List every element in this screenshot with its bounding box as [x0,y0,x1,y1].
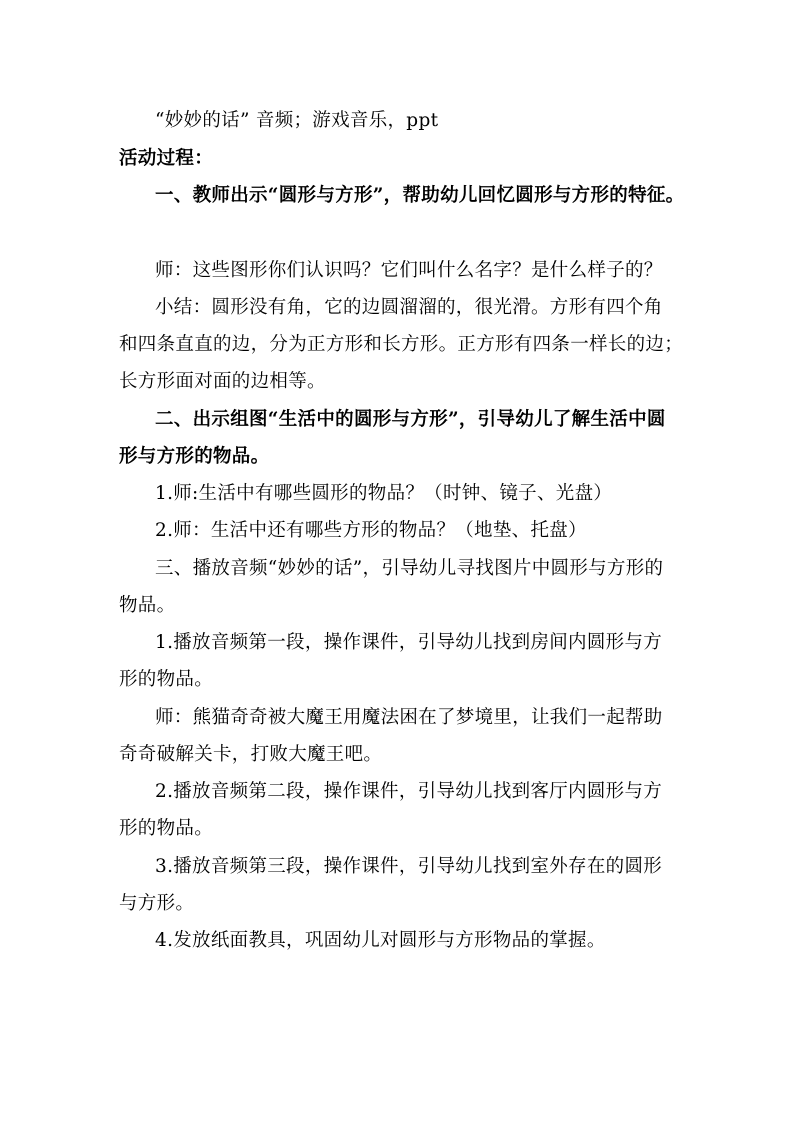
section3-step4: 4.发放纸面教具，巩固幼儿对圆形与方形物品的掌握。 [155,930,606,951]
section2-heading-line2: 形与方形的物品。 [119,446,270,467]
section3-step1-line2: 形的物品。 [119,669,214,690]
section3-teacher-line2: 奇奇破解关卡，打败大魔王吧。 [119,744,383,765]
section3-step2-line1: 2.播放音频第二段，操作课件，引导幼儿找到客厅内圆形与方 [155,781,663,802]
section3-step3-line1: 3.播放音频第三段，操作课件，引导幼儿找到室外存在的圆形 [155,856,663,877]
section1-heading: 一、教师出示“圆形与方形”，帮助幼儿回忆圆形与方形的特征。 [155,185,685,206]
section1-teacher-question: 师：这些图形你们认识吗？它们叫什么名字？是什么样子的？ [155,260,663,281]
section1-summary-line2: 和四条直直的边，分为正方形和长方形。正方形有四条一样长的边； [119,334,684,355]
section3-heading-line2: 物品。 [119,595,176,616]
process-heading: 活动过程： [119,148,214,169]
section2-item2: 2.师：生活中还有哪些方形的物品？（地垫、托盘） [155,520,587,541]
section2-item1: 1.师:生活中有哪些圆形的物品？（时钟、镜子、光盘） [155,483,613,504]
section3-teacher-line1: 师：熊猫奇奇被大魔王用魔法困在了梦境里，让我们一起帮助 [155,707,663,728]
section1-summary-line1: 小结：圆形没有角，它的边圆溜溜的，很光滑。方形有四个角 [155,297,663,318]
section3-step3-line2: 与方形。 [119,893,195,914]
section3-heading-line1: 三、播放音频“妙妙的话”，引导幼儿寻找图片中圆形与方形的 [155,558,664,579]
section3-step2-line2: 形的物品。 [119,818,214,839]
section2-heading-line1: 二、出示组图“生活中的圆形与方形”，引导幼儿了解生活中圆 [155,409,666,430]
section3-step1-line1: 1.播放音频第一段，操作课件，引导幼儿找到房间内圆形与方 [155,632,663,653]
materials-line: “妙妙的话” 音频；游戏音乐，ppt [155,110,439,131]
section1-summary-line3: 长方形面对面的边相等。 [119,371,326,392]
